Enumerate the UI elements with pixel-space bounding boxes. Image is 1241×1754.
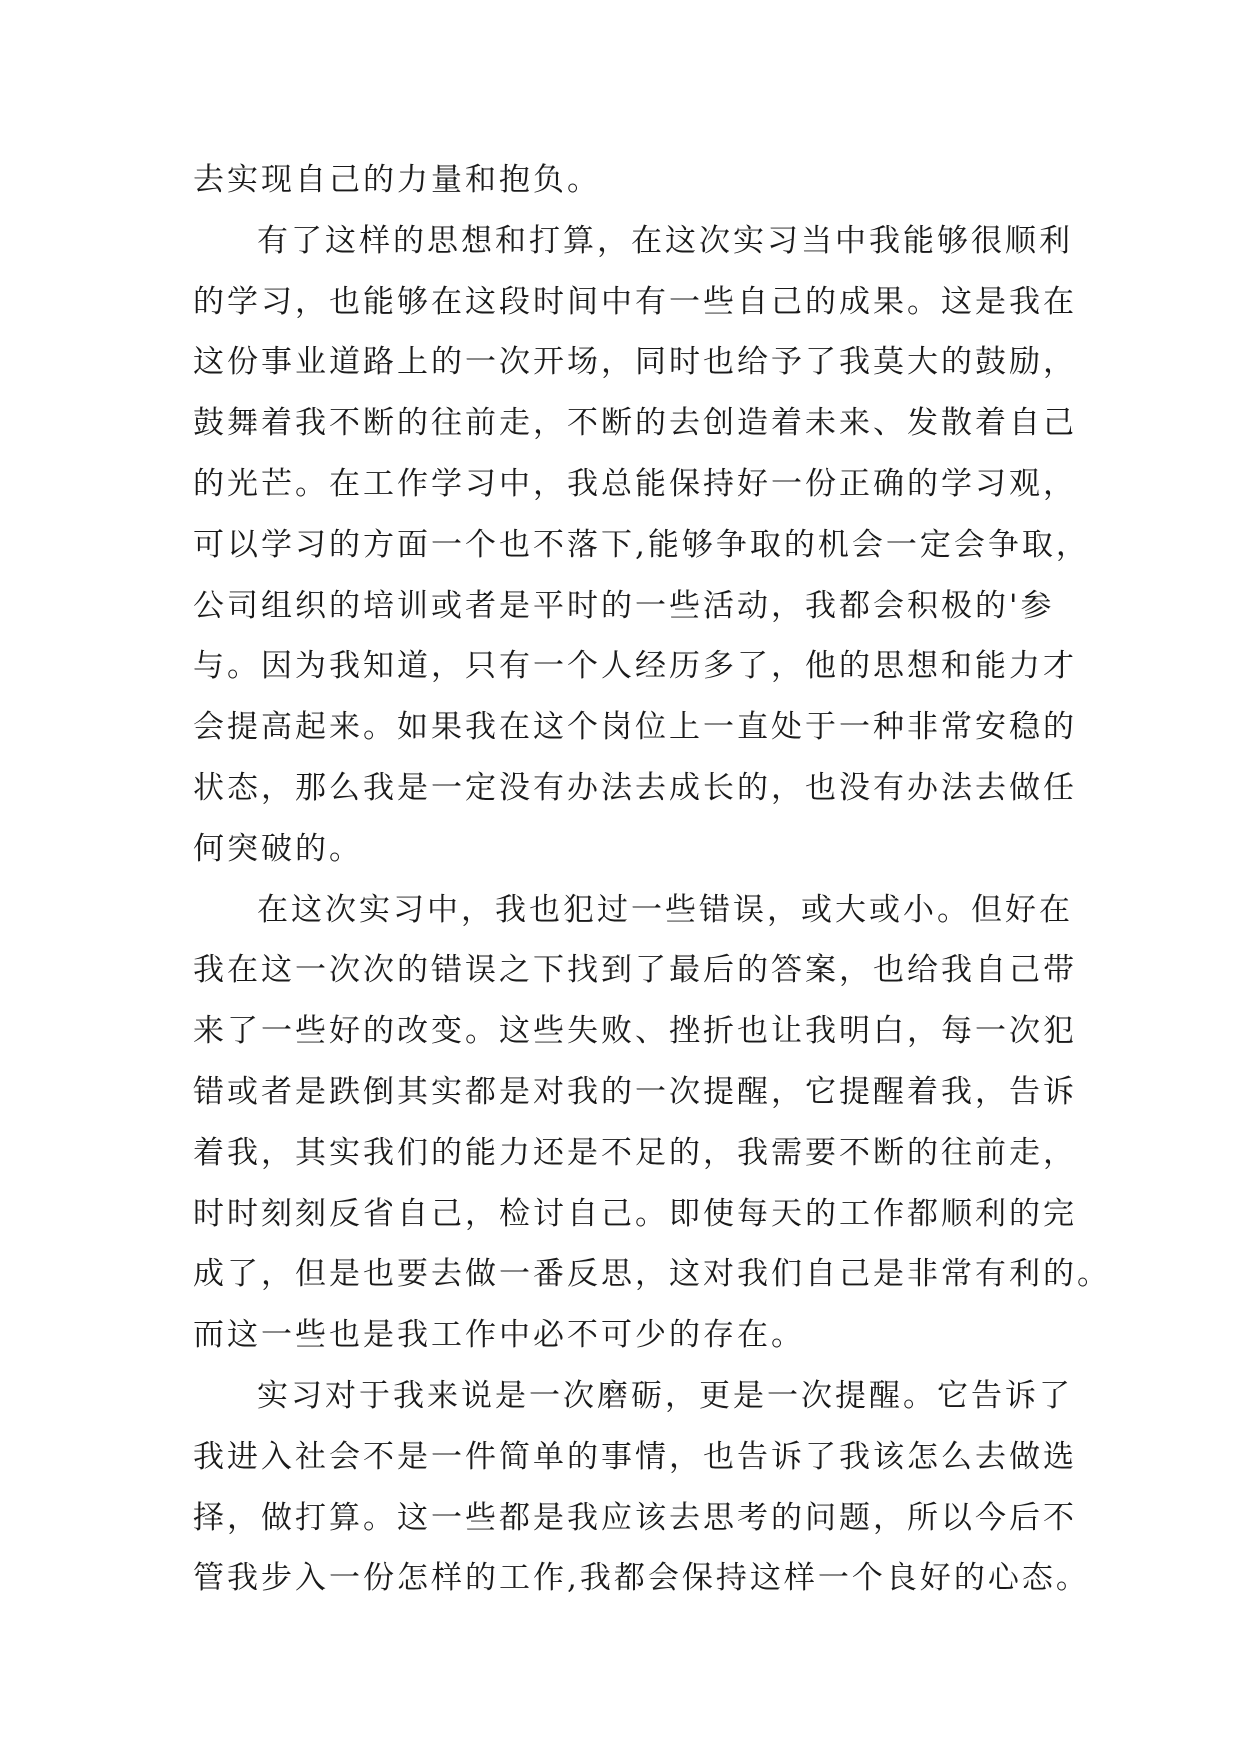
text-line: 与。因为我知道，只有一个人经历多了，他的思想和能力才: [193, 648, 1077, 685]
text-line: 的光芒。在工作学习中，我总能保持好一份正确的学习观，: [193, 465, 1077, 502]
text-line: 的学习，也能够在这段时间中有一些自己的成果。这是我在: [193, 283, 1077, 320]
text-line: 鼓舞着我不断的往前走，不断的去创造着未来、发散着自己: [193, 405, 1077, 442]
text-line: 去实现自己的力量和抱负。: [193, 162, 601, 198]
text-line: 来了一些好的改变。这些失败、挫折也让我明白，每一次犯: [193, 1013, 1077, 1050]
text-line: 着我，其实我们的能力还是不足的，我需要不断的往前走，: [193, 1134, 1077, 1171]
text-line: 时时刻刻反省自己，检讨自己。即使每天的工作都顺利的完: [193, 1195, 1077, 1232]
text-line: 公司组织的培训或者是平时的一些活动，我都会积极的'参: [193, 587, 1055, 624]
text-line: 在这次实习中，我也犯过一些错误，或大或小。但好在: [257, 891, 1073, 928]
text-line: 我进入社会不是一件简单的事情，也告诉了我该怎么去做选: [193, 1438, 1077, 1475]
text-line: 何突破的。: [193, 830, 363, 867]
text-line: 择，做打算。这一些都是我应该去思考的问题，所以今后不: [193, 1499, 1077, 1536]
text-line: 会提高起来。如果我在这个岗位上一直处于一种非常安稳的: [193, 709, 1077, 746]
text-line: 错或者是跌倒其实都是对我的一次提醒，它提醒着我，告诉: [193, 1073, 1077, 1110]
text-line: 成了，但是也要去做一番反思，这对我们自己是非常有利的。: [193, 1256, 1111, 1293]
text-line: 状态，那么我是一定没有办法去成长的，也没有办法去做任: [193, 769, 1077, 806]
body-text: [193, 150, 1111, 1609]
text-line: 可以学习的方面一个也不落下,能够争取的机会一定会争取，: [193, 526, 1090, 563]
text-line: 管我步入一份怎样的工作,我都会保持这样一个良好的心态。: [193, 1560, 1090, 1597]
text-line: 我在这一次次的错误之下找到了最后的答案，也给我自己带: [193, 952, 1077, 989]
text-line: 这份事业道路上的一次开场，同时也给予了我莫大的鼓励，: [193, 344, 1077, 381]
text-line: 有了这样的思想和打算，在这次实习当中我能够很顺利: [257, 222, 1073, 259]
text-line: 而这一些也是我工作中必不可少的存在。: [193, 1317, 805, 1354]
text-line: 实习对于我来说是一次磨砺，更是一次提醒。它告诉了: [257, 1377, 1073, 1414]
